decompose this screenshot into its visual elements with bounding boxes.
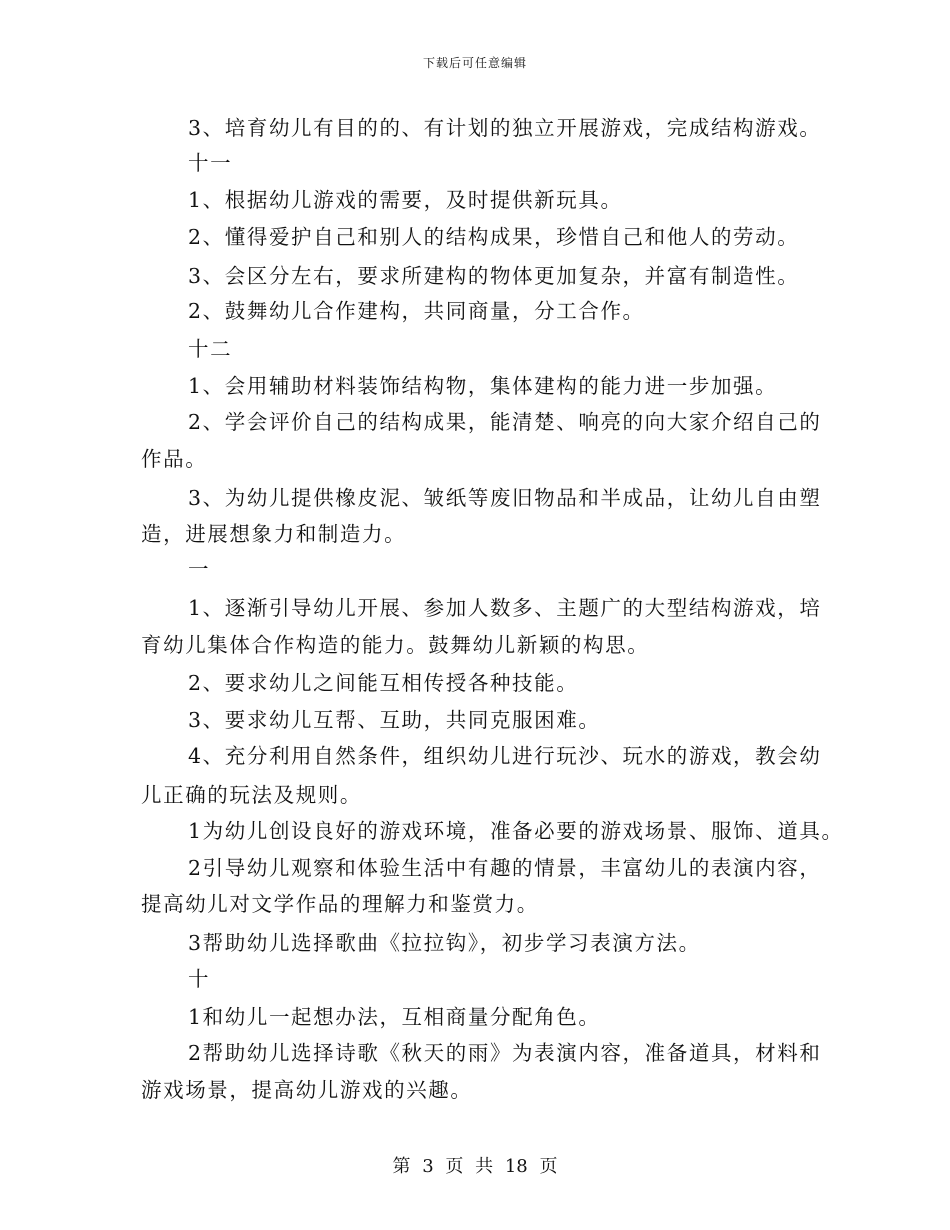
paragraph-line: 2、要求幼儿之间能互相传授各种技能。 xyxy=(188,671,579,695)
paragraph-line: 4、充分利用自然条件，组织幼儿进行玩沙、玩水的游戏，教会幼 xyxy=(188,744,822,768)
paragraph-line-continued: 游戏场景，提高幼儿游戏的兴趣。 xyxy=(141,1078,473,1102)
paragraph-line: 3帮助幼儿选择歌曲《拉拉钩》，初步学习表演方法。 xyxy=(188,931,701,955)
paragraph-line: 3、培育幼儿有目的的、有计划的独立开展游戏，完成结构游戏。 xyxy=(188,116,822,140)
paragraph-line: 2、学会评价自己的结构成果，能清楚、响亮的向大家介绍自己的 xyxy=(188,410,822,434)
paragraph-line: 2、鼓舞幼儿合作建构，共同商量，分工合作。 xyxy=(188,299,645,323)
paragraph-line: 1、逐渐引导幼儿开展、参加人数多、主题广的大型结构游戏，培 xyxy=(188,596,822,620)
paragraph-line-continued: 育幼儿集体合作构造的能力。鼓舞幼儿新颖的构思。 xyxy=(141,633,650,657)
paragraph-line: 3、会区分左右，要求所建构的物体更加复杂，并富有制造性。 xyxy=(188,264,800,288)
paragraph-line-continued: 作品。 xyxy=(141,447,208,471)
paragraph-line: 2、懂得爱护自己和别人的结构成果，珍惜自己和他人的劳动。 xyxy=(188,225,800,249)
paragraph-line: 1和幼儿一起想办法，互相商量分配角色。 xyxy=(188,1005,601,1029)
paragraph-line: 2引导幼儿观察和体验生活中有趣的情景，丰富幼儿的表演内容， xyxy=(188,856,822,880)
paragraph-line: 3、要求幼儿互帮、互助，共同克服困难。 xyxy=(188,708,601,732)
page-number-footer: 第 3 页 共 18 页 xyxy=(392,1156,558,1177)
paragraph-line-continued: 造，进展想象力和制造力。 xyxy=(141,522,407,546)
paragraph-line-continued: 提高幼儿对文学作品的理解力和鉴赏力。 xyxy=(141,892,539,916)
section-heading: 十 xyxy=(188,967,211,991)
section-heading: 十一 xyxy=(188,151,233,175)
paragraph-line: 1、会用辅助材料装饰结构物，集体建构的能力进一步加强。 xyxy=(188,374,778,398)
paragraph-line: 3、为幼儿提供橡皮泥、皱纸等废旧物品和半成品，让幼儿自由塑 xyxy=(188,486,822,510)
paragraph-line: 1、根据幼儿游戏的需要，及时提供新玩具。 xyxy=(188,188,623,212)
paragraph-line: 1为幼儿创设良好的游戏环境，准备必要的游戏场景、服饰、道具。 xyxy=(188,819,844,843)
paragraph-line: 2帮助幼儿选择诗歌《秋天的雨》为表演内容，准备道具，材料和 xyxy=(188,1041,822,1065)
paragraph-line-continued: 儿正确的玩法及规则。 xyxy=(141,783,362,807)
section-heading: 十二 xyxy=(188,337,233,361)
page-header: 下载后可任意编辑 xyxy=(422,56,527,70)
section-heading: 一 xyxy=(188,557,211,581)
